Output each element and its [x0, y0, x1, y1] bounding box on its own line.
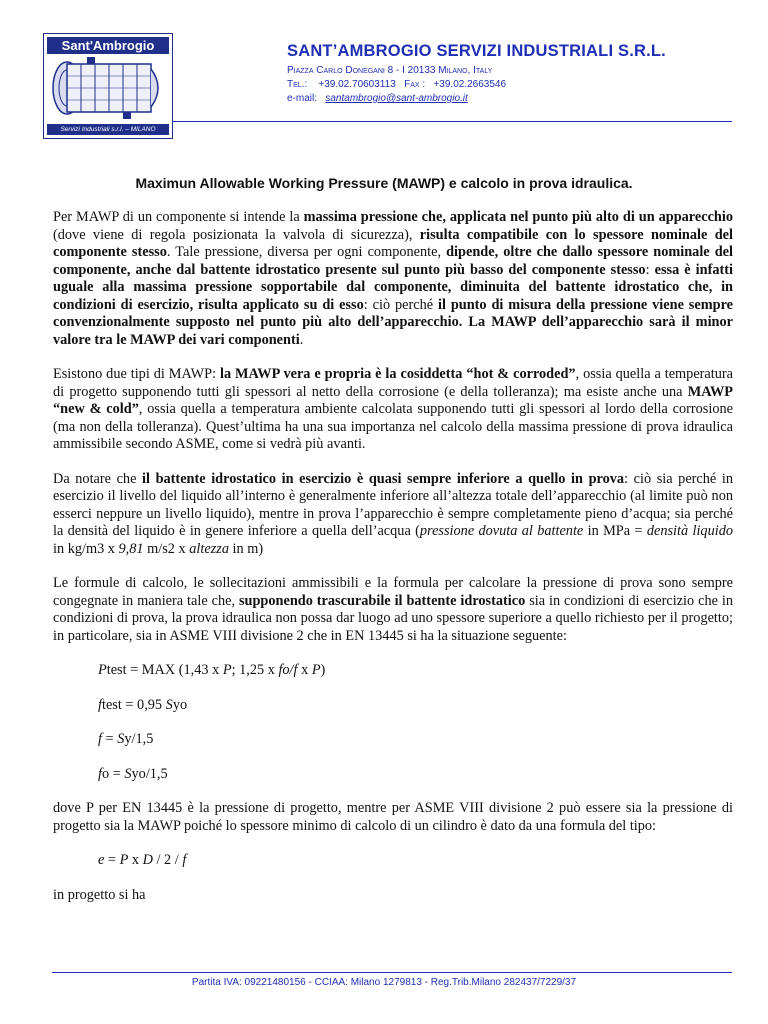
text-run: test = 0,95: [101, 696, 166, 713]
italic-run: e: [98, 852, 105, 868]
paragraph-design-pressure: dove P per EN 13445 è la pressione di progetto, mentre per ASME VIII divisione 2 può essere sia la pressione di progetto sia la MAWP poiché lo spessore minimo di calcolo di un cilindro è dato da una formula del tipo:: [53, 800, 733, 834]
italic-run: P: [119, 852, 129, 868]
text-run: : ciò perché: [363, 296, 438, 313]
italic-run: fo/f: [278, 662, 298, 678]
italic-run: f: [98, 696, 102, 713]
italic-run: f: [98, 731, 102, 747]
text-run: sia in condizioni di esercizio che in condizioni di prova, la prova idraulica non possa dar luogo ad uno spessore superiore a quello richiesto per il progetto; in particolare, sia in ASME VIII divisione 2 che in EN 13445 si ha la situazione seguente:: [53, 592, 733, 644]
email-label: e-mail:: [287, 93, 318, 104]
formula-f: [53, 731, 733, 749]
company-phone-line: [287, 78, 757, 92]
text-run: . Tale pressione, diversa per ogni componente,: [166, 244, 447, 260]
paragraph-hydrostatic-head: [53, 471, 733, 559]
bold-run: essa è infatti uguale alla massima pressione sopportabile dal componente, diminuita del battente idrostatico che, in condizioni di esercizio, risulta applicato su di esso: [53, 261, 734, 313]
footer-divider: [52, 972, 732, 973]
text-run: test = MAX (1,43 x: [106, 662, 223, 678]
email-link[interactable]: santambrogio@sant-ambrogio.it: [325, 93, 468, 104]
text-run: yo/1,5: [131, 765, 168, 782]
logo-subtitle: Servizi Industriali s.r.l. – MILANO: [47, 124, 169, 135]
company-header: [287, 42, 757, 106]
text-run: , ossia quella a temperatura ambiente calcolata supponendo tutti gli spessori al lordo della corrosione (ma non della tolleranza). Quest’ultima ha una sua importanza nel calcolo della massima pressione di prova idraulica ammissibile secondo ASME, come si vedrà più avanti.: [53, 401, 733, 452]
text-run: ): [320, 662, 326, 678]
italic-run: 9,81: [118, 540, 144, 557]
fax-label: Fax :: [404, 79, 426, 90]
text-run: =: [104, 852, 120, 868]
formula-thickness: [53, 852, 733, 870]
italic-run: altezza: [189, 540, 229, 557]
italic-run: P: [222, 662, 232, 678]
text-run: Esistono due tipi di MAWP:: [53, 366, 221, 382]
text-run: , ossia quella a temperatura di progetto supponendo tutti gli spessori al netto della corrosione (e della tolleranza); ma esiste anche una: [53, 366, 733, 400]
paragraph-mawp-types: [53, 366, 733, 454]
italic-run: f: [182, 852, 187, 868]
document-title: Maximun Allowable Working Pressure (MAWP) e calcolo in prova idraulica.: [135, 175, 633, 191]
formula-ptest: [53, 662, 733, 680]
company-logo: [43, 33, 173, 139]
bold-run: MAWP “new & cold”: [53, 383, 733, 417]
company-email-line: [287, 92, 757, 106]
text-run: =: [101, 731, 118, 747]
formula-fo: [53, 766, 733, 784]
text-run: Per MAWP di un componente si intende la: [53, 209, 304, 225]
text-run: Da notare che: [53, 470, 143, 487]
italic-run: P: [98, 662, 107, 678]
paragraph-mawp-definition: [53, 209, 733, 349]
text-run: x: [128, 852, 143, 868]
text-run: :: [645, 261, 655, 278]
tel-number: +39.02.70603113: [318, 79, 396, 90]
bold-run: la MAWP vera e propria è la cosiddetta “hot & corroded”: [220, 366, 576, 382]
bold-run: risulta compatibile con lo spessore nominale del componente stesso: [53, 226, 733, 260]
header-divider: [172, 121, 732, 122]
text-run: m/s2 x: [143, 540, 190, 557]
text-run: / 2 /: [152, 852, 183, 868]
heat-exchanger-icon: [47, 55, 169, 121]
company-address: [287, 64, 757, 78]
document-body: [53, 209, 733, 921]
italic-run: S: [165, 696, 173, 713]
text-run: : ciò sia perché in esercizio il livello del liquido all’interno è generalmente inferiore all’altezza totale dell’apparecchio (al limite può non esserci neppure un livello liquido), mentre in prova l’apparecchio è sempre completamente pieno d’acqua; sia perché la densità del liquido è in genere inferiore a quella dell’acqua (: [53, 470, 733, 539]
text-run: y/1,5: [124, 731, 154, 747]
text-run: yo: [172, 696, 188, 713]
text-run: Le formule di calcolo, le sollecitazioni ammissibili e la formula per calcolare la pressione di prova sono sempre congegnate in maniera tale che,: [53, 575, 733, 609]
italic-run: densità liquido: [646, 523, 733, 539]
bold-run: massima pressione che, applicata nel punto più alto di un apparecchio: [303, 209, 733, 225]
fax-number: +39.02.2663546: [433, 79, 507, 90]
text-run: .: [299, 331, 304, 348]
paragraph-formulas-intro: [53, 575, 733, 645]
text-run: in MPa =: [583, 523, 647, 539]
formula-ftest: [53, 697, 733, 715]
address-text: Piazza Carlo Donegani 8 - I 20133 Milano, Italy: [287, 65, 493, 76]
bold-run: il battente idrostatico in esercizio è quasi sempre inferiore a quello in prova: [142, 470, 625, 487]
bold-run: dipende, oltre che dallo spessore nominale del componente, anche dal battente idrostatico presente sul punto più basso del componente stesso: [53, 244, 733, 278]
italic-run: P: [311, 662, 321, 678]
italic-run: f: [98, 765, 102, 782]
text-run: ; 1,25 x: [231, 662, 279, 678]
footer-legal: Partita IVA: 09221480156 - CCIAA: Milano 1279813 - Reg.Trib.Milano 282437/7229/37: [191, 977, 577, 988]
text-run: o =: [101, 765, 125, 782]
text-run: in kg/m3 x: [53, 540, 119, 557]
bold-run: supponendo trascurabile il battente idrostatico: [238, 592, 526, 609]
company-name: SANT’AMBROGIO SERVIZI INDUSTRIALI S.R.L.: [287, 42, 666, 60]
text-run: in m): [228, 540, 264, 557]
text-run: (dove viene di regola posizionata la valvola di sicurezza),: [53, 226, 420, 243]
italic-run: pressione dovuta al battente: [419, 523, 584, 539]
italic-run: S: [124, 765, 132, 782]
text-run: x: [297, 662, 312, 678]
logo-title: Sant'Ambrogio: [47, 37, 169, 54]
bold-run: il punto di misura della pressione viene sempre convenzionalmente supposto nel punto più alto dell’apparecchio. La MAWP dell’apparecchio sarà il minor valore tra le MAWP dei vari componenti: [53, 296, 734, 348]
tel-label: Tel.:: [287, 79, 308, 90]
italic-run: D: [142, 852, 153, 868]
italic-run: S: [117, 731, 125, 747]
paragraph-in-design: in progetto si ha: [53, 886, 146, 903]
